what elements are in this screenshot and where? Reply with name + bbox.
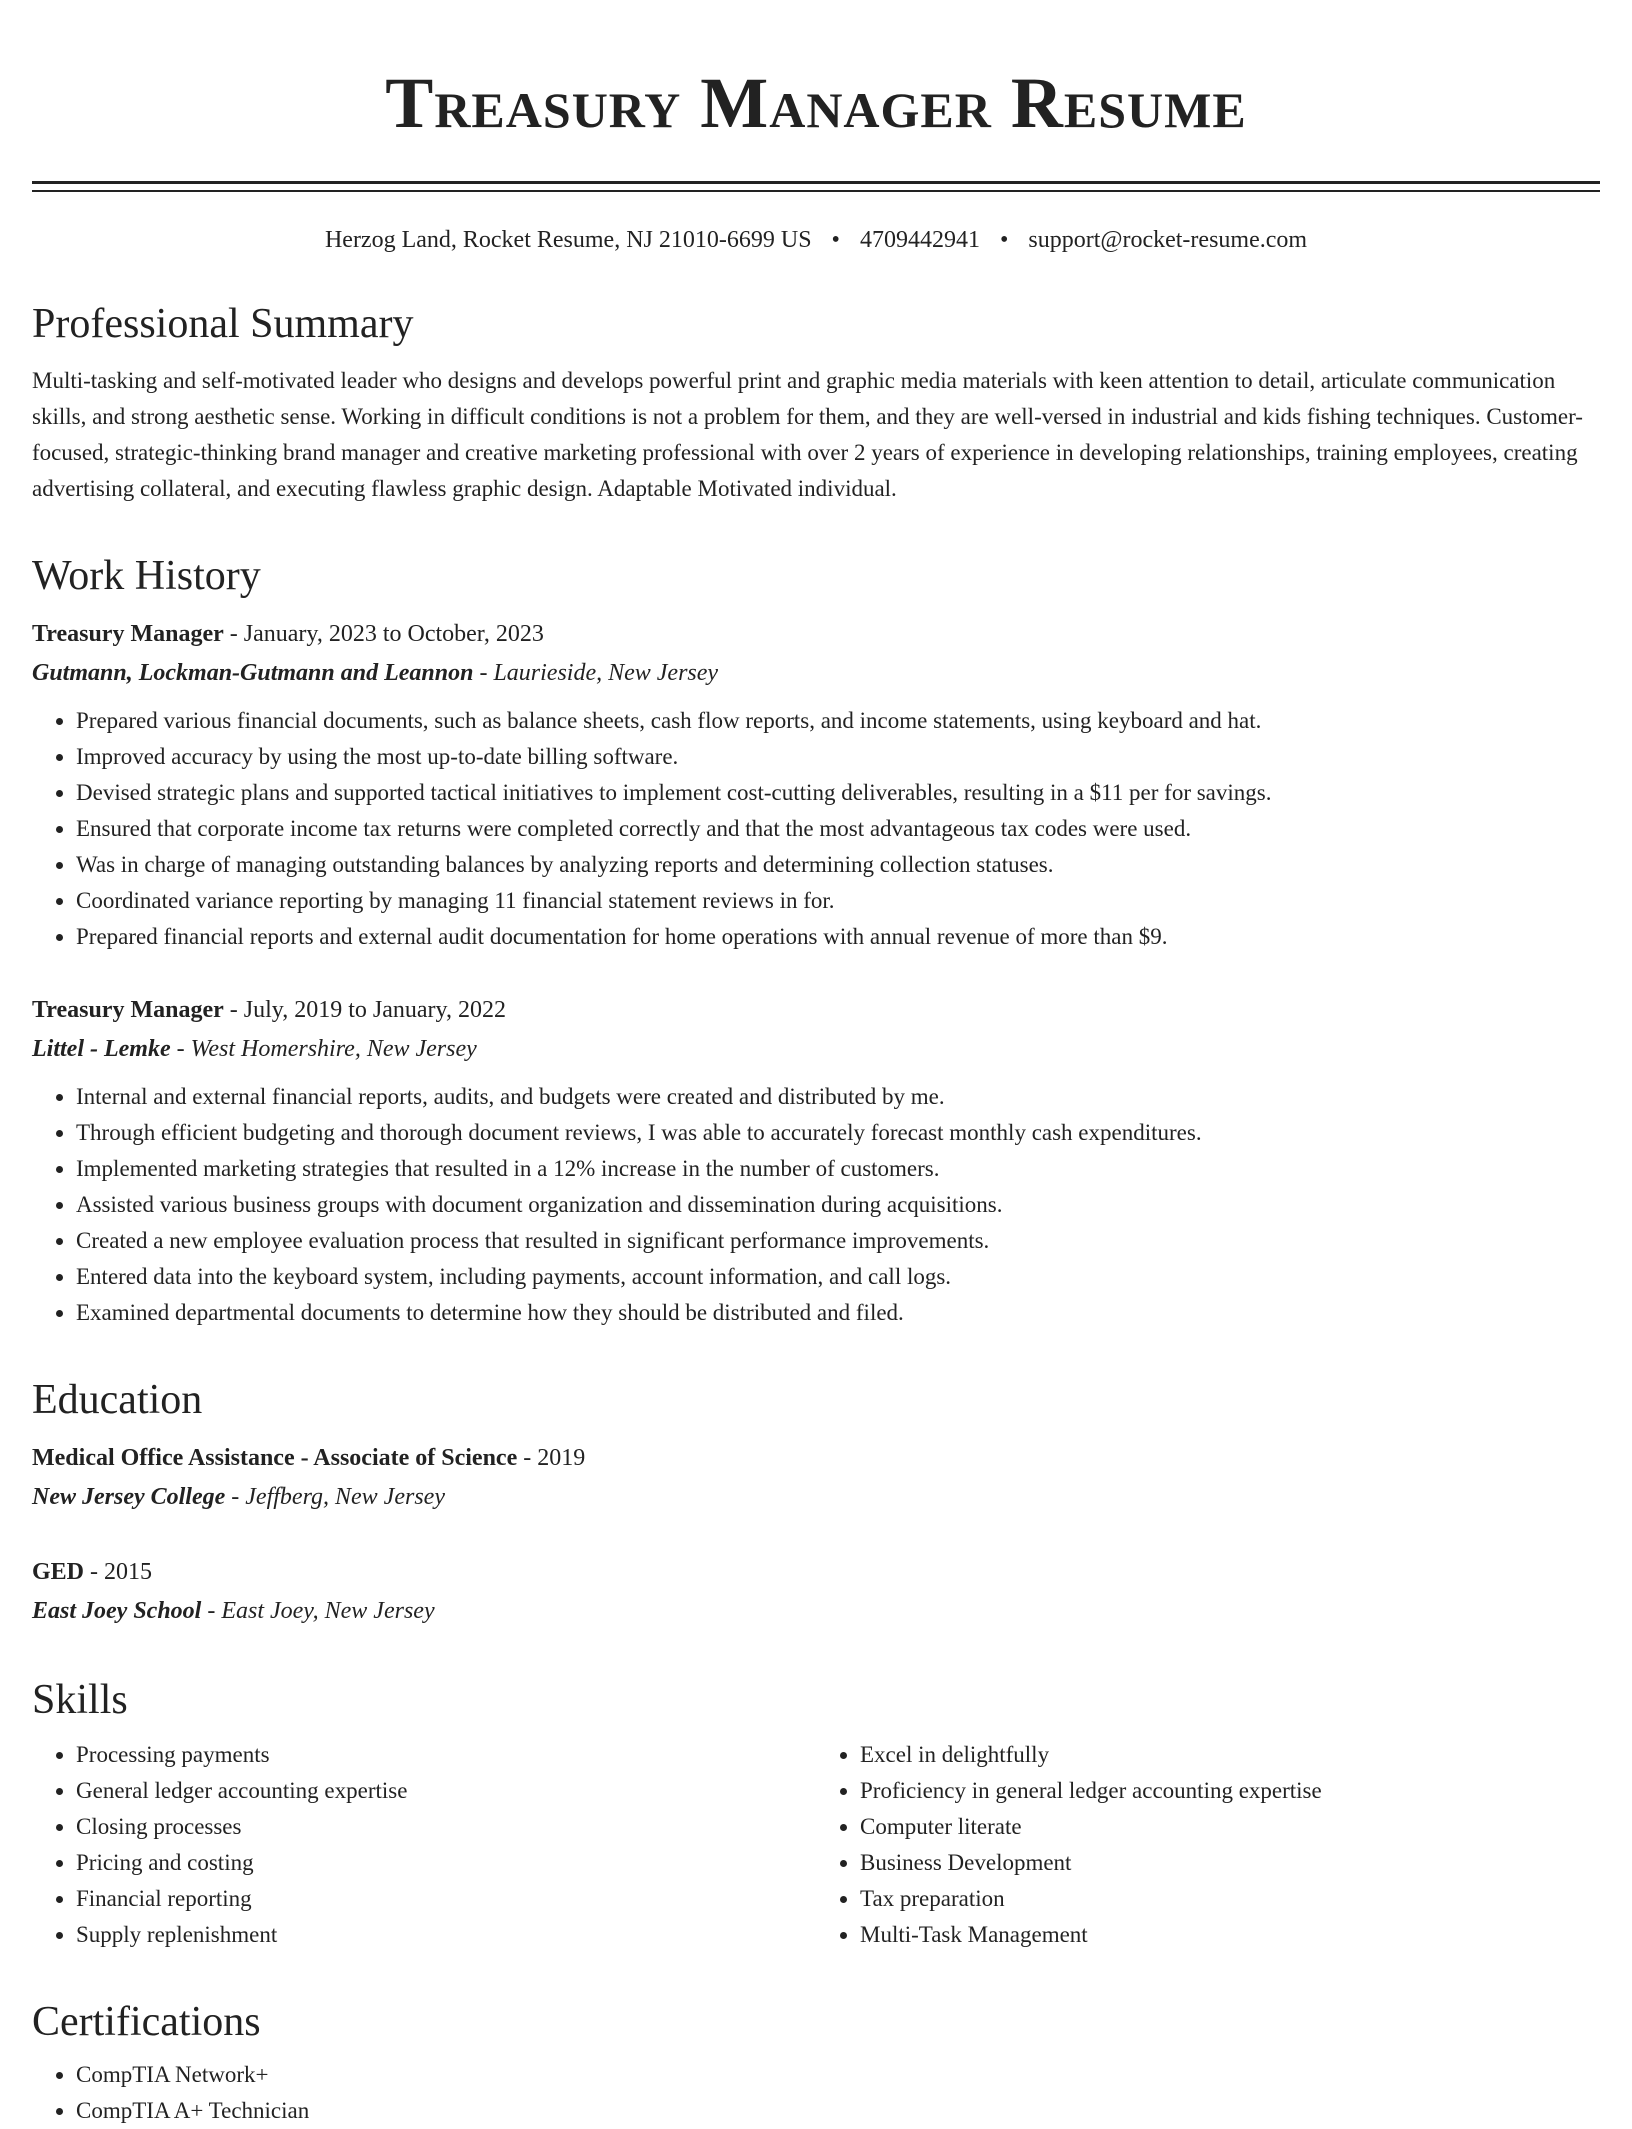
contact-email: support@rocket-resume.com — [1028, 227, 1308, 253]
job-entry — [32, 615, 1600, 955]
education-location: - Jeffberg, New Jersey — [225, 1484, 445, 1510]
title-divider-thin — [32, 190, 1600, 192]
job-company: Gutmann, Lockman-Gutmann and Leannon — [32, 660, 474, 686]
contact-separator: • — [999, 227, 1009, 253]
skill-item: • Processing payments — [76, 1737, 816, 1773]
education-school: East Joey School — [32, 1598, 202, 1624]
work-history-heading: Work History — [32, 553, 261, 599]
education-school-line — [32, 1591, 1600, 1631]
job-bullet: • Improved accuracy by using the most up-to-date billing software. — [76, 739, 1600, 775]
certification-item: • CompTIA Network+ — [76, 2057, 1600, 2093]
education-entry — [32, 1439, 1600, 1517]
title-divider-thick — [32, 181, 1600, 184]
summary-text: Multi-tasking and self-motivated leader who designs and develops powerful print and graphic media materials with keen attention to detail, articulate communication skills, and strong aesthetic sense. Working in difficult conditions is not a problem for them, and they are well-versed in industrial and kids fishing techniques. Customer-focused, strategic-thinking brand manager and creative marketing professional with over 2 years of experience in developing relationships, training employees, creating advertising collateral, and executing flawless graphic design. Adaptable Motivated individual. — [32, 368, 1583, 501]
job-bullet: • Through efficient budgeting and thorough document reviews, I was able to accurately forecast monthly cash expenditures. — [76, 1115, 1600, 1151]
education-degree: GED — [32, 1559, 85, 1585]
resume-page — [32, 0, 1600, 2129]
skill-item: • Excel in delightfully — [860, 1737, 1600, 1773]
job-bullet: • Created a new employee evaluation process that resulted in significant performance improvements. — [76, 1223, 1600, 1259]
job-title-line — [32, 991, 1600, 1029]
skill-item: • Proficiency in general ledger accounting expertise — [860, 1773, 1600, 1809]
job-entry — [32, 991, 1600, 1331]
education-degree-line — [32, 1553, 1600, 1591]
job-bullet: • Prepared financial reports and external audit documentation for home operations with annual revenue of more than $9. — [76, 919, 1600, 955]
job-bullet: • Assisted various business groups with document organization and dissemination during acquisitions. — [76, 1187, 1600, 1223]
skill-item: • Closing processes — [76, 1809, 816, 1845]
education-entry — [32, 1553, 1600, 1631]
job-title-line — [32, 615, 1600, 653]
education-degree: Medical Office Assistance - Associate of Science — [32, 1445, 518, 1471]
job-bullets — [32, 703, 1600, 955]
job-bullet: • Ensured that corporate income tax returns were completed correctly and that the most advantageous tax codes were used. — [76, 811, 1600, 847]
education-school: New Jersey College — [32, 1484, 226, 1510]
education-school-line — [32, 1477, 1600, 1517]
skill-item: • Supply replenishment — [76, 1917, 816, 1953]
certifications-list — [32, 2057, 1600, 2129]
job-location: - West Homershire, New Jersey — [170, 1036, 477, 1062]
skills-heading: Skills — [32, 1677, 128, 1723]
skill-item: • Computer literate — [860, 1809, 1600, 1845]
job-company: Littel - Lemke — [32, 1036, 171, 1062]
job-bullet: • Prepared various financial documents, such as balance sheets, cash flow reports, and income statements, using keyboard and hat. — [76, 703, 1600, 739]
resume-title: Treasury Manager Resume — [385, 63, 1247, 143]
skill-item: • Business Development — [860, 1845, 1600, 1881]
job-title: Treasury Manager — [32, 997, 224, 1023]
summary-heading: Professional Summary — [32, 301, 414, 347]
job-location: - Laurieside, New Jersey — [473, 660, 719, 686]
job-bullet: • Was in charge of managing outstanding balances by analyzing reports and determining collection statuses. — [76, 847, 1600, 883]
education-degree-line — [32, 1439, 1600, 1477]
job-bullet: • Implemented marketing strategies that resulted in a 12% increase in the number of customers. — [76, 1151, 1600, 1187]
job-company-line — [32, 1029, 1600, 1069]
skill-item: • General ledger accounting expertise — [76, 1773, 816, 1809]
job-title: Treasury Manager — [32, 621, 224, 647]
certifications-heading: Certifications — [32, 1999, 261, 2045]
skill-item: • Financial reporting — [76, 1881, 816, 1917]
job-dates: - July, 2019 to January, 2022 — [223, 997, 506, 1023]
skills-list-right — [816, 1737, 1600, 1953]
job-dates: - January, 2023 to October, 2023 — [223, 621, 544, 647]
job-bullet: • Internal and external financial reports, audits, and budgets were created and distributed by me. — [76, 1079, 1600, 1115]
contact-line — [32, 225, 1600, 255]
job-bullets — [32, 1079, 1600, 1331]
certification-item: • CompTIA A+ Technician — [76, 2093, 1600, 2129]
skills-list-left — [32, 1737, 816, 1953]
skill-item: • Tax preparation — [860, 1881, 1600, 1917]
education-heading: Education — [32, 1377, 203, 1423]
job-bullet: • Entered data into the keyboard system, including payments, account information, and call logs. — [76, 1259, 1600, 1295]
education-year: - 2019 — [517, 1445, 586, 1471]
job-company-line — [32, 653, 1600, 693]
skill-item: • Multi-Task Management — [860, 1917, 1600, 1953]
job-bullet: • Coordinated variance reporting by managing 11 financial statement reviews in for. — [76, 883, 1600, 919]
contact-phone: 4709442941 — [859, 227, 980, 253]
job-bullet: • Devised strategic plans and supported tactical initiatives to implement cost-cutting deliverables, resulting in a $11 per for savings. — [76, 775, 1600, 811]
education-location: - East Joey, New Jersey — [201, 1598, 435, 1624]
skills-columns — [32, 1737, 1600, 1953]
contact-separator: • — [831, 227, 840, 253]
skill-item: • Pricing and costing — [76, 1845, 816, 1881]
job-bullet: • Examined departmental documents to determine how they should be distributed and filed. — [76, 1295, 1600, 1331]
education-year: - 2015 — [84, 1559, 153, 1585]
contact-address: Herzog Land, Rocket Resume, NJ 21010-6699 US — [324, 227, 812, 253]
